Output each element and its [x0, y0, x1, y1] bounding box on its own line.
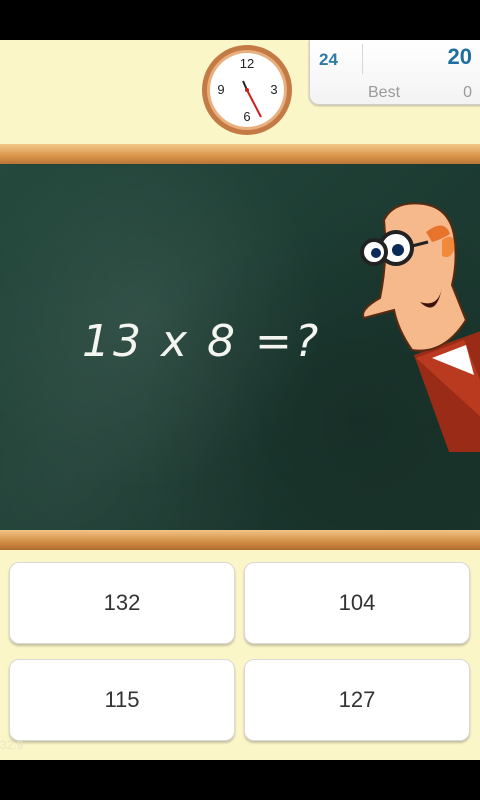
professor-icon [354, 190, 480, 452]
best-label: Best [368, 84, 401, 101]
answer-button-4[interactable]: 127 [244, 659, 470, 741]
game-screen [0, 40, 480, 760]
answer-button-2[interactable]: 104 [244, 562, 470, 644]
question-text: 13 x 8 =? [82, 316, 322, 367]
chalkboard [0, 144, 480, 544]
board-frame-bottom [0, 530, 480, 550]
clock-numeral-9: 9 [217, 82, 225, 97]
timer-clock [200, 43, 294, 137]
score-panel [309, 40, 480, 105]
clock-numeral-12: 12 [239, 56, 255, 71]
clock-numeral-3: 3 [270, 82, 278, 97]
clock-numeral-6: 6 [243, 109, 251, 124]
answer-button-1[interactable]: 132 [9, 562, 235, 644]
current-score: 24 [319, 50, 338, 69]
answer-button-3[interactable]: 115 [9, 659, 235, 741]
score-divider [362, 44, 363, 74]
board-surface [0, 164, 480, 530]
version-label: 32.9 [0, 738, 24, 752]
board-frame-top [0, 144, 480, 164]
points-value: 20 [447, 44, 472, 69]
clock-icon [200, 43, 294, 137]
best-value: 0 [463, 84, 472, 101]
